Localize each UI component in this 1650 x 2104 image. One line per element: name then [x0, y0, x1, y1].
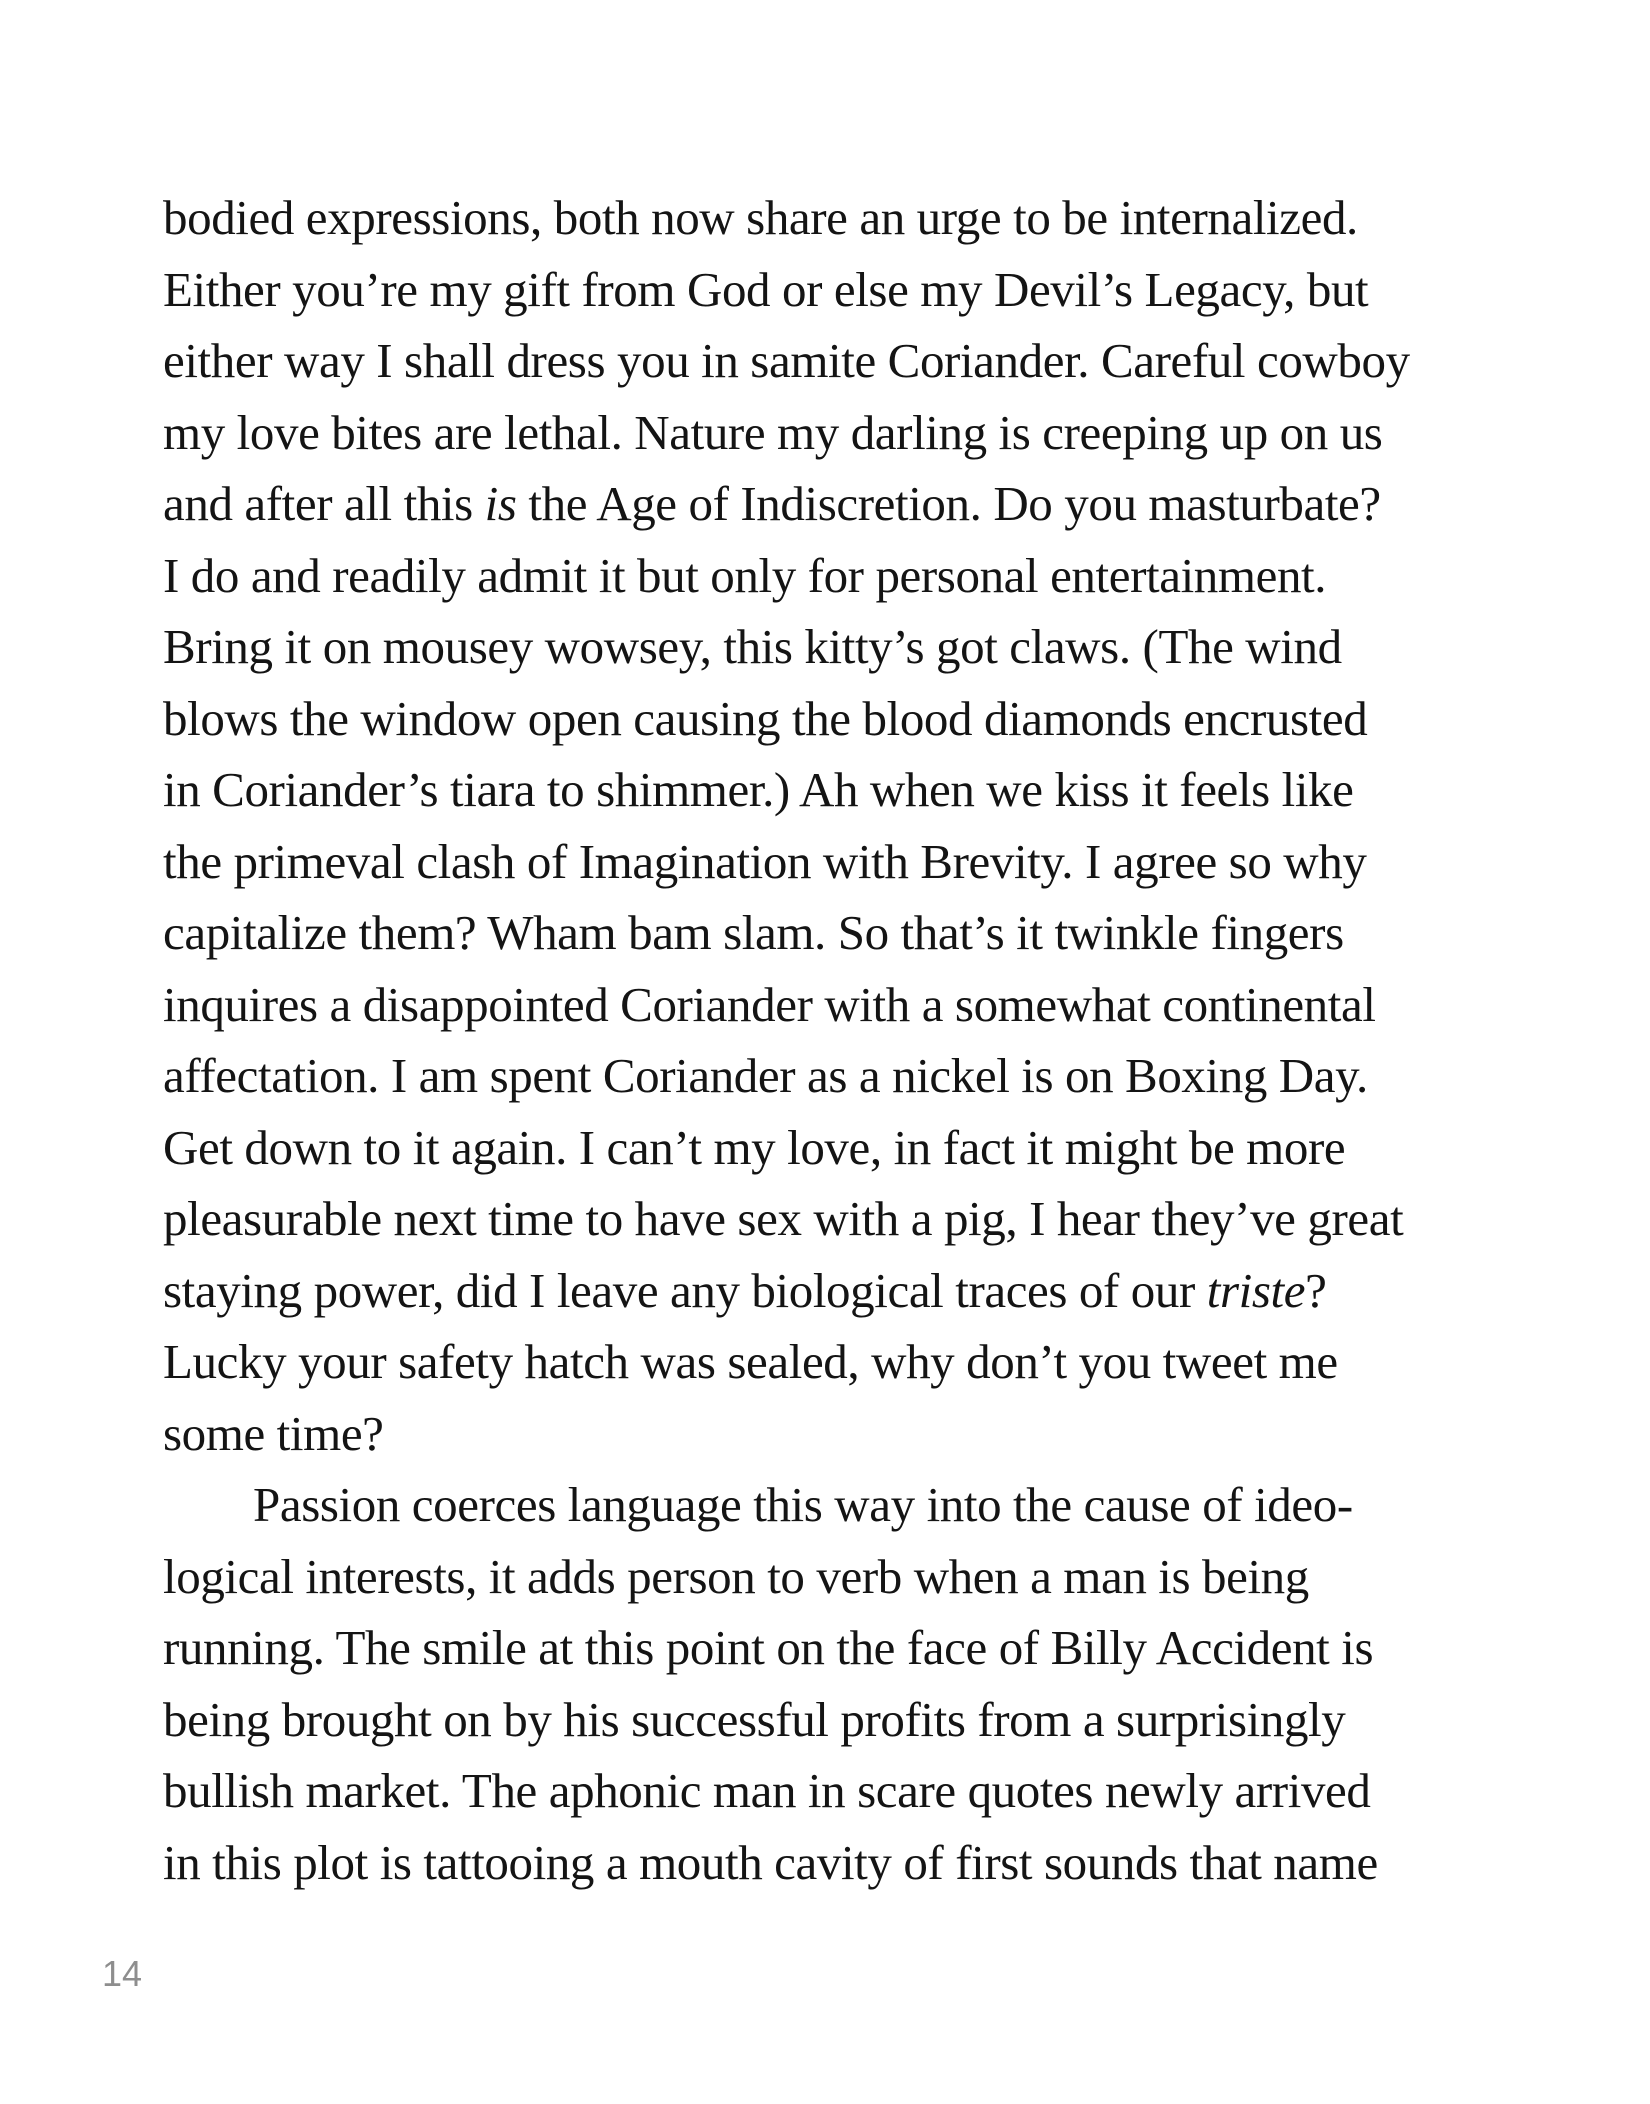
text-segment: running. The smile at this point on the face of Billy Accident is [163, 1620, 1374, 1675]
text-segment: Passion coerces language this way into the cause of ideo- [253, 1477, 1353, 1532]
text-segment: the primeval clash of Imagination with Brevity. I agree so why [163, 833, 1367, 889]
text-segment: bullish market. The aphonic man in scare quotes newly arrived [163, 1763, 1371, 1818]
text-line [163, 1326, 1493, 1398]
text-line [163, 969, 1493, 1041]
text-line [163, 1684, 1493, 1756]
text-line [163, 540, 1493, 612]
text-segment: some time? [163, 1405, 384, 1461]
text-segment: pleasurable next time to have sex with a pig, I hear they’ve great [163, 1191, 1404, 1246]
text-segment: capitalize them? Wham bam slam. So that’s it twinkle fingers [163, 905, 1344, 960]
text-line [163, 1398, 1493, 1470]
text-segment: affectation. I am spent Coriander as a nickel is on Boxing Day. [163, 1048, 1368, 1103]
text-line [163, 1112, 1493, 1184]
text-segment: being brought on by his successful profits from a surprisingly [163, 1691, 1346, 1747]
text-segment: I do and readily admit it but only for personal entertainment. [163, 547, 1327, 603]
text-segment: ? [1305, 1262, 1327, 1318]
text-line [163, 325, 1493, 397]
text-line [163, 1612, 1493, 1684]
text-segment: my love bites are lethal. Nature my darling is creeping up on us [163, 404, 1383, 460]
text-segment: logical interests, it adds person to verb when a man is being [163, 1548, 1309, 1604]
text-segment: Lucky your safety hatch was sealed, why don’t you tweet me [163, 1334, 1338, 1389]
text-segment: and after all this [163, 476, 485, 531]
text-segment: in Coriander’s tiara to shimmer.) Ah when we kiss it feels like [163, 762, 1354, 817]
text-segment: bodied expressions, both now share an urge to be internalized. [163, 190, 1358, 245]
italic-text-segment: is [484, 476, 517, 531]
text-line [163, 611, 1493, 683]
text-segment: the Age of Indiscretion. Do you masturbate? [516, 476, 1381, 531]
text-line [163, 254, 1493, 326]
text-line [163, 754, 1493, 826]
text-line [163, 683, 1493, 755]
text-segment: blows the window open causing the blood diamonds encrusted [163, 690, 1368, 746]
text-line [163, 182, 1493, 254]
text-line [163, 897, 1493, 969]
text-segment: staying power, did I leave any biological traces of our [163, 1262, 1207, 1318]
text-segment: Bring it on mousey wowsey, this kitty’s got claws. (The wind [163, 619, 1342, 674]
text-segment: Get down to it again. I can’t my love, in fact it might be more [163, 1119, 1346, 1175]
text-line [163, 1827, 1493, 1899]
text-segment: in this plot is tattooing a mouth cavity of first sounds that name [163, 1834, 1378, 1890]
text-line [163, 1755, 1493, 1827]
text-segment: Either you’re my gift from God or else my Devil’s Legacy, but [163, 261, 1369, 317]
text-line [163, 1040, 1493, 1112]
italic-text-segment: triste [1206, 1262, 1306, 1318]
text-line [163, 468, 1493, 540]
text-line [163, 1255, 1493, 1327]
page-number: 14 [102, 1953, 143, 1994]
text-line [163, 1541, 1493, 1613]
text-line [163, 1183, 1493, 1255]
text-segment: either way I shall dress you in samite Coriander. Careful cowboy [163, 333, 1410, 388]
text-line [163, 826, 1493, 898]
text-line [163, 1469, 1493, 1541]
text-block [163, 182, 1493, 1898]
text-segment: inquires a disappointed Coriander with a somewhat continental [163, 976, 1376, 1032]
text-line [163, 397, 1493, 469]
